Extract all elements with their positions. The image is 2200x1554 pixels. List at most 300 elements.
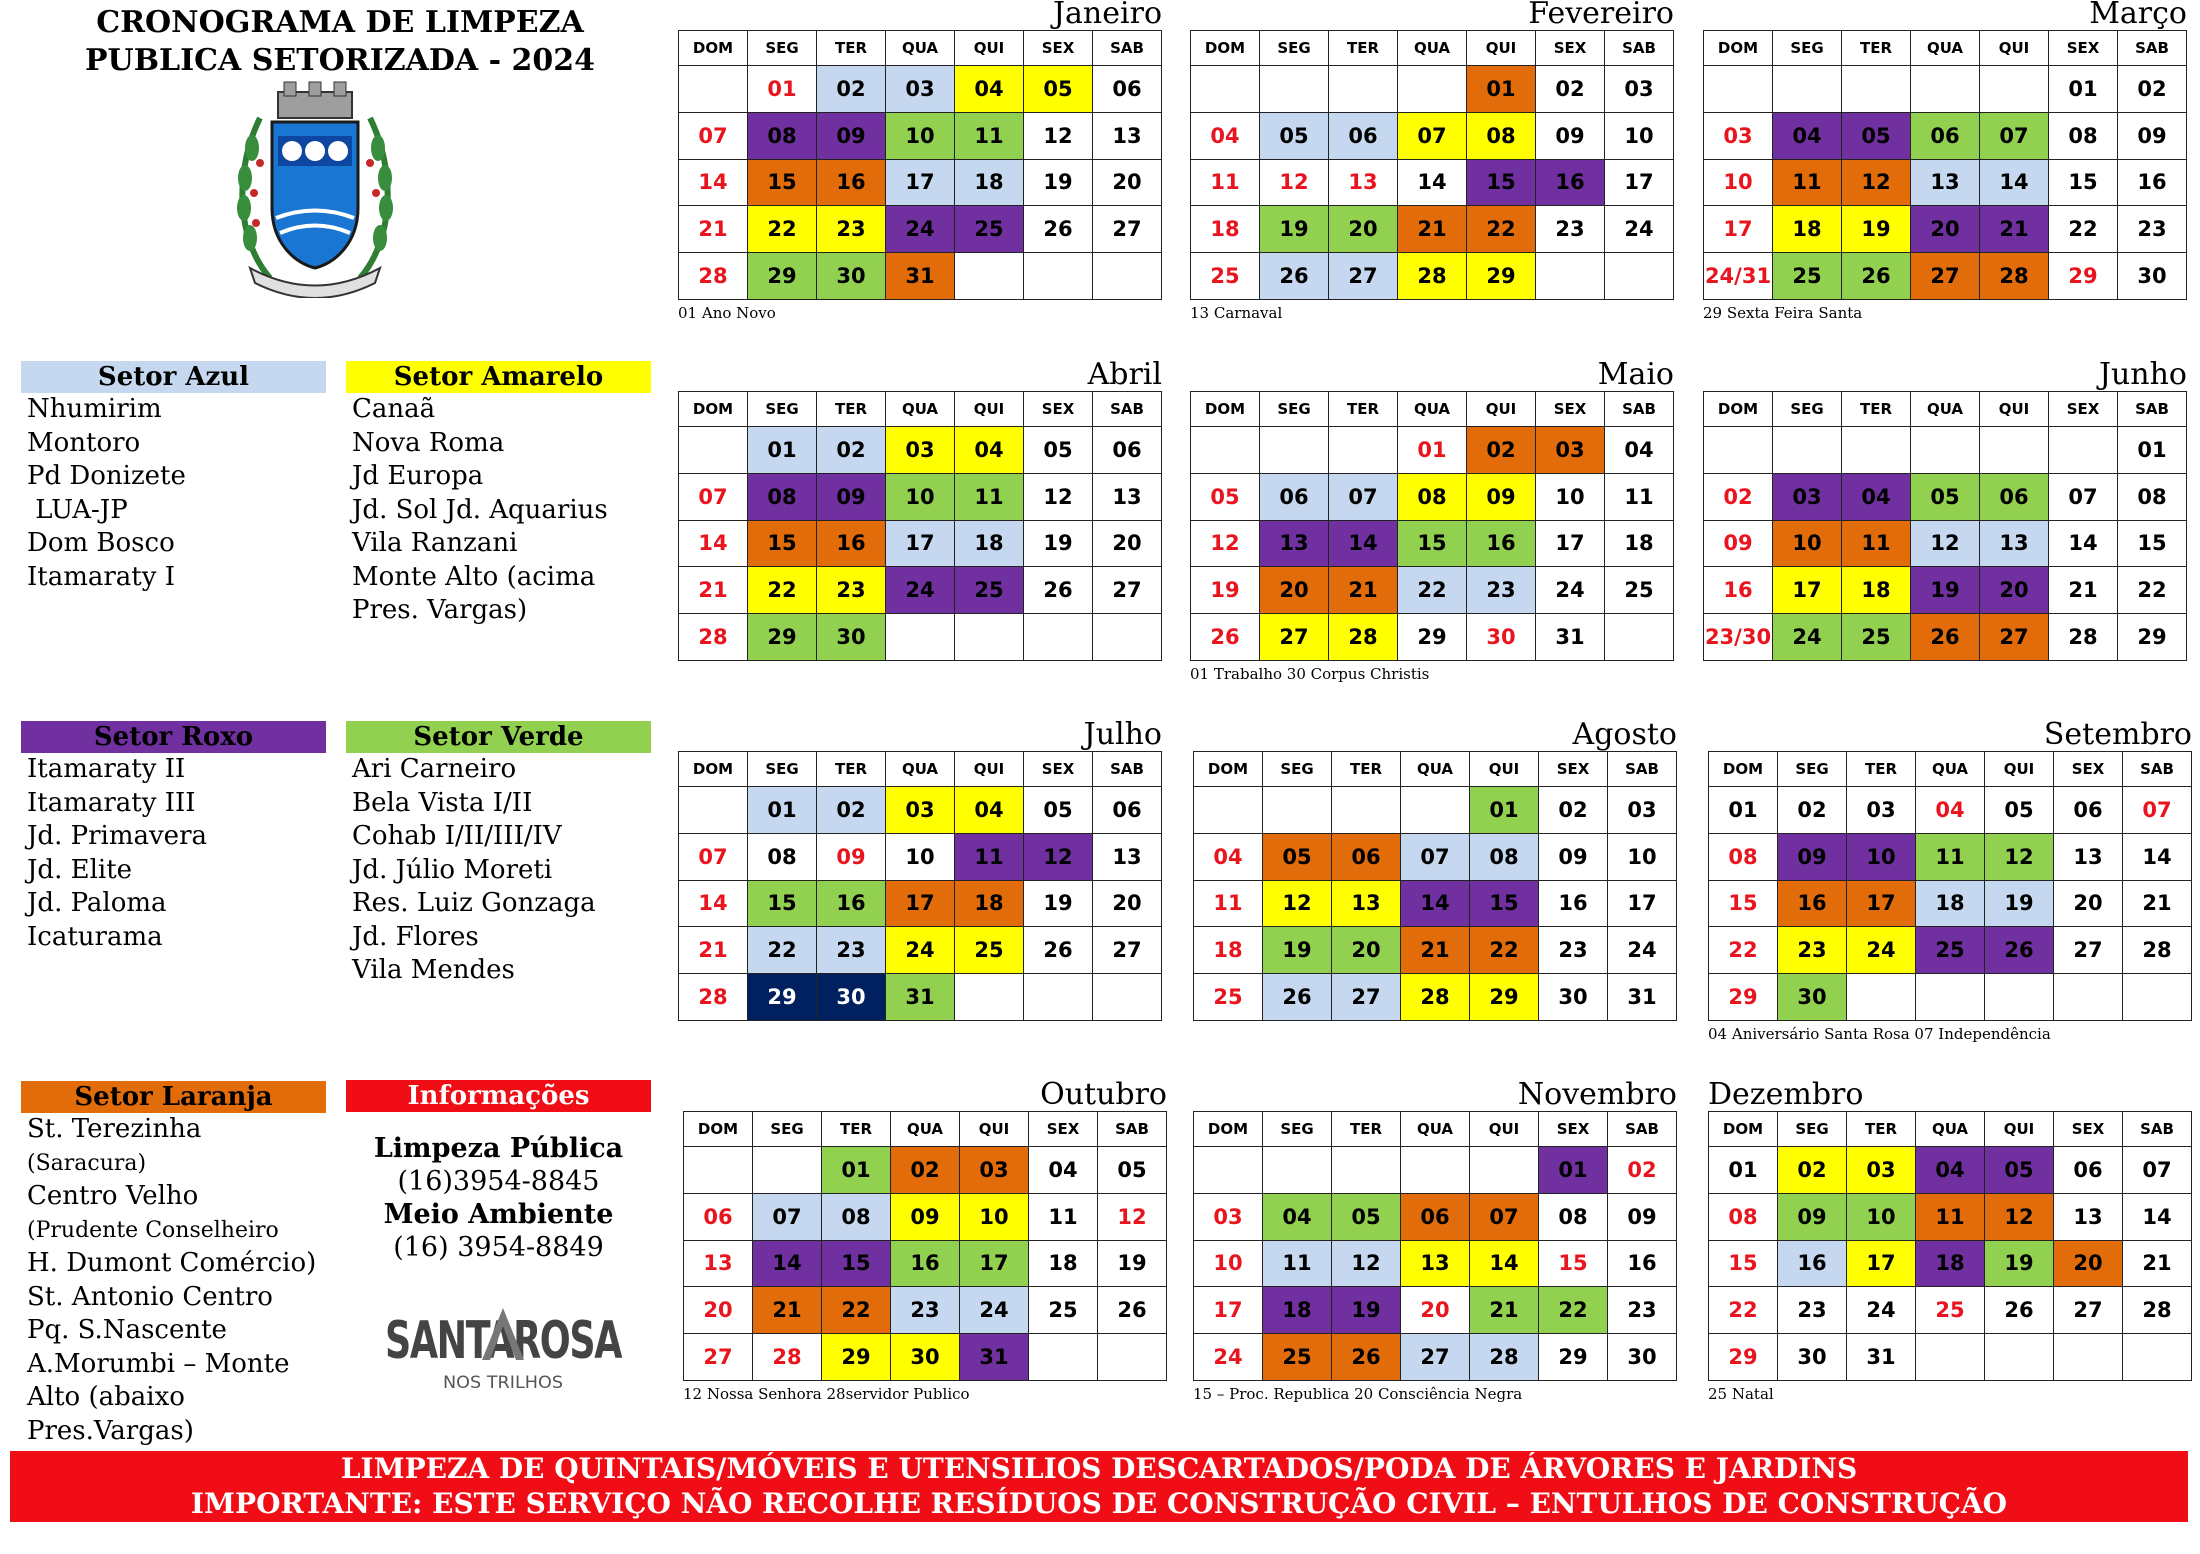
day-cell: 13 — [1093, 833, 1162, 880]
day-cell: 14 — [2123, 833, 2192, 880]
weekday-header: SEX — [1536, 31, 1605, 66]
week-row — [1194, 1240, 1677, 1287]
info-header: Informações — [346, 1080, 651, 1112]
day-cell: 27 — [1401, 1334, 1470, 1381]
week-row — [1709, 1240, 2192, 1287]
day-cell: 09 — [817, 473, 886, 520]
day-cell: 19 — [1911, 567, 1980, 614]
day-cell — [1911, 427, 1980, 474]
day-cell: 25 — [955, 567, 1024, 614]
month-calendar-table — [1703, 391, 2187, 661]
week-row — [1194, 974, 1677, 1021]
day-cell — [679, 427, 748, 474]
weekday-header: DOM — [1709, 1112, 1778, 1147]
day-cell: 20 — [1260, 567, 1329, 614]
day-cell: 14 — [1329, 520, 1398, 567]
day-cell: 23 — [2118, 206, 2187, 253]
day-cell: 13 — [684, 1240, 753, 1287]
day-cell — [1260, 66, 1329, 113]
day-cell: 21 — [1329, 567, 1398, 614]
day-cell: 23 — [1467, 567, 1536, 614]
month-calendar-table — [678, 391, 1162, 661]
day-cell: 11 — [1263, 1240, 1332, 1287]
neighborhood-item: H. Dumont Comércio) — [27, 1248, 317, 1278]
day-cell: 14 — [2123, 1193, 2192, 1240]
day-cell — [1024, 974, 1093, 1021]
day-cell: 22 — [1470, 927, 1539, 974]
weekday-header: SEX — [2049, 392, 2118, 427]
day-cell: 14 — [1398, 159, 1467, 206]
day-cell — [1704, 66, 1773, 113]
day-cell: 08 — [1470, 833, 1539, 880]
day-cell: 09 — [2118, 112, 2187, 159]
day-cell: 23 — [1778, 927, 1847, 974]
neighborhood-item: A.Morumbi – Monte — [27, 1348, 290, 1379]
sector-setor-roxo — [21, 721, 326, 954]
day-cell — [1263, 1147, 1332, 1194]
day-cell: 18 — [1194, 927, 1263, 974]
day-cell: 20 — [2054, 880, 2123, 927]
day-cell: 04 — [955, 787, 1024, 834]
day-cell: 20 — [1332, 927, 1401, 974]
day-cell: 03 — [1704, 112, 1773, 159]
day-cell: 22 — [822, 1287, 891, 1334]
day-cell: 04 — [955, 66, 1024, 113]
day-cell: 13 — [2054, 1193, 2123, 1240]
month-name: Maio — [1597, 357, 1674, 392]
day-cell: 28 — [2123, 927, 2192, 974]
weekday-header: TER — [1329, 392, 1398, 427]
day-cell: 30 — [1467, 614, 1536, 661]
weekday-header: DOM — [684, 1112, 753, 1147]
day-cell: 05 — [1191, 473, 1260, 520]
month-calendar-table — [1190, 391, 1674, 661]
day-cell — [1093, 614, 1162, 661]
weekday-header: DOM — [1191, 31, 1260, 66]
day-cell — [1842, 66, 1911, 113]
day-cell: 01 — [1467, 66, 1536, 113]
day-cell: 25 — [1773, 253, 1842, 300]
day-cell: 19 — [1985, 1240, 2054, 1287]
weekday-header: SEX — [2054, 752, 2123, 787]
day-cell: 17 — [886, 159, 955, 206]
weekday-header: SAB — [2118, 31, 2187, 66]
day-cell — [2123, 974, 2192, 1021]
month-calendar-table — [1193, 1111, 1677, 1381]
day-cell: 02 — [1536, 66, 1605, 113]
month-name: Junho — [2098, 357, 2187, 392]
day-cell: 18 — [1842, 567, 1911, 614]
day-cell: 07 — [679, 833, 748, 880]
week-row — [1704, 473, 2187, 520]
day-cell — [1332, 1147, 1401, 1194]
day-cell: 21 — [2123, 1240, 2192, 1287]
day-cell: 11 — [1605, 473, 1674, 520]
week-row — [1194, 927, 1677, 974]
day-cell: 06 — [1329, 112, 1398, 159]
week-row — [1194, 787, 1677, 834]
week-row — [684, 1334, 1167, 1381]
sector-setor-laranja — [21, 1081, 326, 1448]
weekday-header: QUA — [1916, 752, 1985, 787]
week-row — [1704, 159, 2187, 206]
holiday-note: 15 – Proc. Republica 20 Consciência Negra — [1193, 1385, 1523, 1403]
weekday-header: SAB — [1608, 752, 1677, 787]
day-cell: 24 — [960, 1287, 1029, 1334]
day-cell: 13 — [1093, 112, 1162, 159]
weekday-header: SEG — [1260, 392, 1329, 427]
day-cell: 24 — [1847, 927, 1916, 974]
day-cell: 27 — [1332, 974, 1401, 1021]
neighborhood-item: Dom Bosco — [27, 528, 175, 558]
day-cell: 16 — [2118, 159, 2187, 206]
month-name: Fevereiro — [1528, 0, 1674, 31]
day-cell: 16 — [1467, 520, 1536, 567]
day-cell: 01 — [822, 1147, 891, 1194]
week-row — [1191, 520, 1674, 567]
day-cell — [1470, 1147, 1539, 1194]
banner-line-2: IMPORTANTE: ESTE SERVIÇO NÃO RECOLHE RESÍDUOS DE CONSTRUÇÃO CIVIL – ENTULHOS DE CONSTRUÇÃO — [190, 1487, 2008, 1520]
bottom-banner — [10, 1451, 2188, 1522]
day-cell — [955, 614, 1024, 661]
day-cell: 31 — [1847, 1334, 1916, 1381]
day-cell: 03 — [1847, 787, 1916, 834]
week-row — [1191, 159, 1674, 206]
week-row — [1191, 567, 1674, 614]
holiday-note: 29 Sexta Feira Santa — [1703, 304, 1863, 322]
day-cell: 18 — [955, 520, 1024, 567]
day-cell: 23 — [817, 206, 886, 253]
week-row — [679, 833, 1162, 880]
week-row — [1709, 880, 2192, 927]
day-cell: 25 — [1916, 1287, 1985, 1334]
day-cell: 29 — [1470, 974, 1539, 1021]
weekday-header: TER — [817, 392, 886, 427]
day-cell: 29 — [1539, 1334, 1608, 1381]
day-cell: 27 — [1093, 567, 1162, 614]
day-cell — [1401, 1147, 1470, 1194]
day-cell: 24 — [1773, 614, 1842, 661]
info-panel — [346, 1080, 651, 1264]
day-cell — [1329, 66, 1398, 113]
month-calendar-table — [1703, 30, 2187, 300]
weekday-header: SAB — [2123, 752, 2192, 787]
week-row — [679, 159, 1162, 206]
day-cell: 18 — [955, 159, 1024, 206]
week-row — [1194, 880, 1677, 927]
weekday-header: QUI — [960, 1112, 1029, 1147]
day-cell — [2049, 427, 2118, 474]
sector-setor-azul — [21, 361, 326, 594]
day-cell: 16 — [817, 520, 886, 567]
day-cell — [955, 253, 1024, 300]
day-cell: 20 — [684, 1287, 753, 1334]
day-cell: 19 — [1024, 520, 1093, 567]
day-cell: 01 — [1709, 787, 1778, 834]
day-cell: 01 — [1398, 427, 1467, 474]
weekday-header: TER — [822, 1112, 891, 1147]
day-cell — [1029, 1334, 1098, 1381]
day-cell: 18 — [955, 880, 1024, 927]
day-cell: 11 — [1029, 1193, 1098, 1240]
weekday-header: QUI — [955, 392, 1024, 427]
day-cell: 16 — [1778, 1240, 1847, 1287]
day-cell: 27 — [1093, 206, 1162, 253]
day-cell: 19 — [1191, 567, 1260, 614]
week-row — [679, 66, 1162, 113]
day-cell: 02 — [1539, 787, 1608, 834]
day-cell — [2054, 1334, 2123, 1381]
week-row — [1704, 66, 2187, 113]
day-cell: 12 — [1191, 520, 1260, 567]
day-cell: 09 — [1536, 112, 1605, 159]
day-cell: 13 — [1093, 473, 1162, 520]
day-cell — [1773, 427, 1842, 474]
weekday-header: SAB — [1093, 392, 1162, 427]
sector-neighborhood-list — [346, 753, 651, 988]
meio-ambiente-label: Meio Ambiente — [383, 1199, 614, 1230]
day-cell: 20 — [1980, 567, 2049, 614]
day-cell: 11 — [955, 112, 1024, 159]
neighborhood-item: Montoro — [27, 427, 141, 458]
day-cell: 25 — [955, 206, 1024, 253]
day-cell — [1098, 1334, 1167, 1381]
day-cell: 27 — [1093, 927, 1162, 974]
weekday-header: TER — [1332, 752, 1401, 787]
weekday-header: QUI — [1980, 392, 2049, 427]
week-row — [679, 473, 1162, 520]
neighborhood-item: Nhumirim — [27, 394, 162, 424]
day-cell: 10 — [886, 473, 955, 520]
day-cell: 01 — [2049, 66, 2118, 113]
day-cell: 07 — [679, 112, 748, 159]
day-cell: 19 — [1024, 159, 1093, 206]
day-cell: 30 — [1778, 1334, 1847, 1381]
day-cell: 11 — [1916, 833, 1985, 880]
day-cell: 12 — [1842, 159, 1911, 206]
day-cell: 30 — [1608, 1334, 1677, 1381]
neighborhood-item: Pd Donizete — [27, 461, 186, 491]
day-cell: 27 — [2054, 1287, 2123, 1334]
city-seal-icon — [230, 78, 400, 298]
day-cell: 02 — [891, 1147, 960, 1194]
day-cell: 07 — [1980, 112, 2049, 159]
day-cell: 18 — [1916, 880, 1985, 927]
day-cell: 18 — [1605, 520, 1674, 567]
weekday-header: SEG — [753, 1112, 822, 1147]
day-cell: 26 — [1332, 1334, 1401, 1381]
day-cell: 03 — [1608, 787, 1677, 834]
weekday-header: QUA — [1401, 752, 1470, 787]
day-cell: 15 — [748, 880, 817, 927]
day-cell: 15 — [822, 1240, 891, 1287]
day-cell: 17 — [1605, 159, 1674, 206]
week-row — [684, 1193, 1167, 1240]
day-cell: 06 — [684, 1193, 753, 1240]
week-row — [1194, 1334, 1677, 1381]
week-row — [679, 614, 1162, 661]
weekday-header: SEX — [1024, 392, 1093, 427]
weekday-header: SAB — [1605, 392, 1674, 427]
day-cell: 04 — [1916, 1147, 1985, 1194]
day-cell — [886, 614, 955, 661]
day-cell: 13 — [1980, 520, 2049, 567]
day-cell: 16 — [817, 159, 886, 206]
day-cell: 24 — [886, 206, 955, 253]
day-cell: 12 — [1260, 159, 1329, 206]
day-cell: 03 — [886, 66, 955, 113]
weekday-header: QUA — [891, 1112, 960, 1147]
day-cell: 18 — [1263, 1287, 1332, 1334]
day-cell: 14 — [679, 880, 748, 927]
day-cell — [1911, 66, 1980, 113]
day-cell: 12 — [1024, 833, 1093, 880]
day-cell: 08 — [822, 1193, 891, 1240]
day-cell: 08 — [2049, 112, 2118, 159]
day-cell: 13 — [1332, 880, 1401, 927]
day-cell: 06 — [1260, 473, 1329, 520]
day-cell: 06 — [1401, 1193, 1470, 1240]
day-cell: 15 — [748, 520, 817, 567]
day-cell: 17 — [1194, 1287, 1263, 1334]
day-cell: 04 — [1773, 112, 1842, 159]
day-cell: 05 — [1911, 473, 1980, 520]
day-cell: 20 — [2054, 1240, 2123, 1287]
day-cell: 08 — [748, 112, 817, 159]
day-cell — [1191, 427, 1260, 474]
day-cell: 24 — [1608, 927, 1677, 974]
day-cell: 15 — [748, 159, 817, 206]
day-cell: 06 — [1980, 473, 2049, 520]
day-cell: 05 — [1024, 787, 1093, 834]
neighborhood-item: Vila Ranzani — [352, 528, 518, 558]
day-cell: 21 — [679, 927, 748, 974]
day-cell: 29 — [1467, 253, 1536, 300]
day-cell: 28 — [2123, 1287, 2192, 1334]
day-cell: 04 — [1191, 112, 1260, 159]
day-cell: 04 — [1263, 1193, 1332, 1240]
day-cell: 25 — [955, 927, 1024, 974]
limpeza-phone: (16)3954-8845 — [397, 1166, 600, 1197]
day-cell: 03 — [1773, 473, 1842, 520]
day-cell: 07 — [1470, 1193, 1539, 1240]
neighborhood-item: St. Terezinha — [27, 1114, 202, 1144]
neighborhood-item: Ari Carneiro — [352, 754, 517, 784]
week-row — [1709, 974, 2192, 1021]
day-cell: 07 — [679, 473, 748, 520]
day-cell: 24 — [886, 567, 955, 614]
day-cell: 04 — [955, 427, 1024, 474]
day-cell: 21 — [1980, 206, 2049, 253]
weekday-header: DOM — [1191, 392, 1260, 427]
day-cell: 12 — [1332, 1240, 1401, 1287]
day-cell: 21 — [1398, 206, 1467, 253]
day-cell: 05 — [1260, 112, 1329, 159]
day-cell: 12 — [1985, 833, 2054, 880]
month-calendar-table — [1193, 751, 1677, 1021]
neighborhood-item: (Saracura) — [27, 1150, 147, 1176]
day-cell: 15 — [1709, 1240, 1778, 1287]
day-cell: 17 — [886, 520, 955, 567]
weekday-header: SEX — [1024, 31, 1093, 66]
week-row — [1704, 253, 2187, 300]
day-cell: 21 — [1470, 1287, 1539, 1334]
holiday-note: 01 Ano Novo — [678, 304, 776, 322]
day-cell: 21 — [2049, 567, 2118, 614]
day-cell — [1985, 1334, 2054, 1381]
week-row — [1191, 112, 1674, 159]
day-cell: 12 — [1024, 473, 1093, 520]
neighborhood-item: Vila Mendes — [352, 955, 515, 985]
sector-neighborhood-list — [21, 393, 326, 594]
weekday-header: SAB — [1605, 31, 1674, 66]
day-cell: 03 — [960, 1147, 1029, 1194]
day-cell — [1024, 253, 1093, 300]
week-row — [1191, 206, 1674, 253]
day-cell: 29 — [822, 1334, 891, 1381]
month-name: Outubro — [1040, 1077, 1167, 1112]
week-row — [679, 880, 1162, 927]
weekday-header: SEX — [1539, 1112, 1608, 1147]
day-cell: 23/30 — [1704, 614, 1773, 661]
day-cell: 26 — [1191, 614, 1260, 661]
day-cell: 10 — [1704, 159, 1773, 206]
day-cell: 23 — [1608, 1287, 1677, 1334]
holiday-note: 13 Carnaval — [1190, 304, 1283, 322]
weekday-header: TER — [1842, 392, 1911, 427]
day-cell: 06 — [1093, 66, 1162, 113]
day-cell: 09 — [891, 1193, 960, 1240]
weekday-header: QUI — [955, 31, 1024, 66]
day-cell: 28 — [679, 253, 748, 300]
week-row — [684, 1240, 1167, 1287]
weekday-header: SEX — [1539, 752, 1608, 787]
neighborhood-item: Jd. Júlio Moreti — [352, 854, 553, 885]
week-row — [679, 567, 1162, 614]
day-cell: 31 — [886, 974, 955, 1021]
day-cell: 18 — [1916, 1240, 1985, 1287]
day-cell: 21 — [679, 206, 748, 253]
weekday-header: QUI — [1470, 752, 1539, 787]
weekday-header: QUA — [1398, 392, 1467, 427]
day-cell: 23 — [1536, 206, 1605, 253]
day-cell: 01 — [748, 66, 817, 113]
weekday-header: SEX — [1024, 752, 1093, 787]
sector-header: Setor Azul — [21, 361, 326, 393]
day-cell: 15 — [1539, 1240, 1608, 1287]
weekday-header: TER — [1847, 752, 1916, 787]
day-cell: 26 — [1985, 1287, 2054, 1334]
day-cell: 28 — [1398, 253, 1467, 300]
day-cell: 21 — [679, 567, 748, 614]
neighborhood-item: Itamaraty II — [27, 754, 186, 784]
day-cell: 10 — [1773, 520, 1842, 567]
week-row — [1709, 1193, 2192, 1240]
day-cell: 05 — [1263, 833, 1332, 880]
day-cell: 25 — [1263, 1334, 1332, 1381]
month-calendar-table — [683, 1111, 1167, 1381]
week-row — [1194, 833, 1677, 880]
week-row — [1191, 66, 1674, 113]
day-cell — [1332, 787, 1401, 834]
day-cell: 17 — [1773, 567, 1842, 614]
day-cell: 31 — [1536, 614, 1605, 661]
day-cell: 23 — [1539, 927, 1608, 974]
day-cell: 16 — [891, 1240, 960, 1287]
month-calendar-table — [1708, 1111, 2192, 1381]
day-cell: 04 — [1916, 787, 1985, 834]
day-cell — [1401, 787, 1470, 834]
